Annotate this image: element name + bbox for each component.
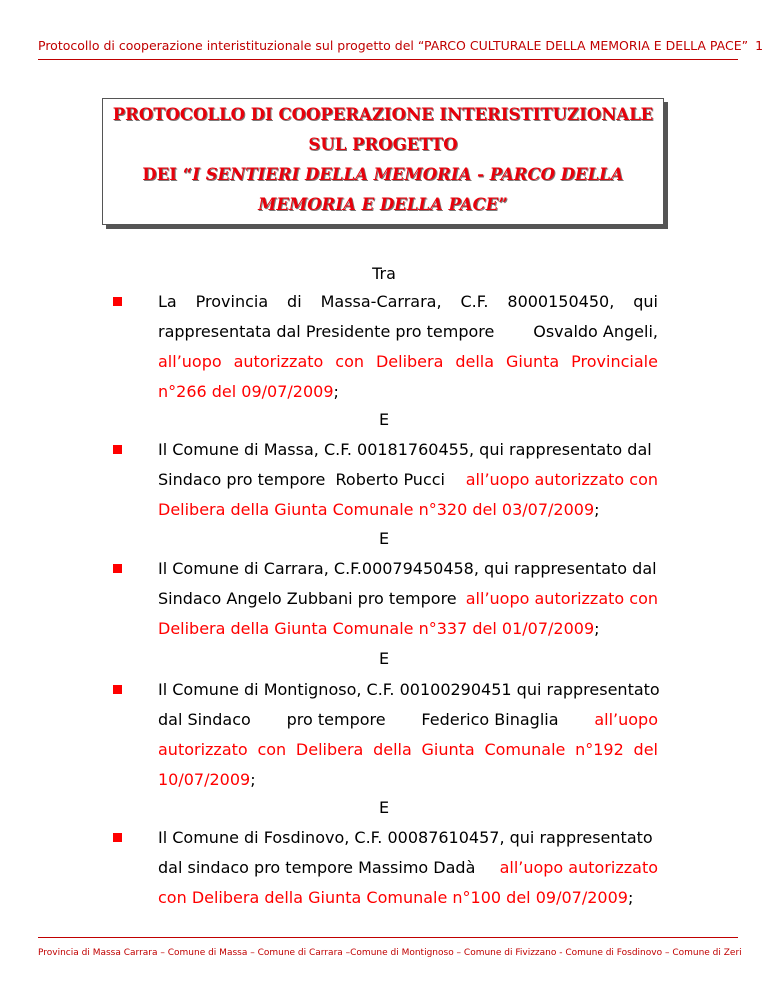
party-line: Il Comune di Fosdinovo, C.F. 00087610457, qui rappresentato [158, 828, 653, 847]
authorization-line: all’uopo autorizzato con Delibera della Giunta Provinciale [158, 352, 658, 371]
party-line: Il Comune di Montignoso, C.F. 00100290451 qui rappresentato [158, 680, 660, 699]
title-box [102, 98, 664, 225]
title-line-4-italic: MEMORIA E DELLA PACE [258, 195, 499, 214]
party-line: rappresentata dal Presidente pro tempore Osvaldo Angeli, [158, 322, 658, 341]
running-header [38, 38, 764, 53]
bullet-square [113, 833, 122, 842]
title-line-4-suffix: ” [498, 195, 508, 214]
bullet-square [113, 564, 122, 573]
conjunction-e: E [378, 410, 390, 429]
title-line-4 [103, 195, 663, 214]
party-line: Sindaco pro tempore Roberto Pucci all’uopo autorizzato con [158, 470, 658, 489]
authorization-line: Delibera della Giunta Comunale n°320 del 03/07/2009; [158, 500, 600, 519]
title-line-2: SUL PROGETTO [308, 135, 458, 154]
conjunction-e: E [378, 529, 390, 548]
party-line: dal sindaco pro tempore Massimo Dadà all’uopo autorizzato [158, 858, 658, 877]
party-line: dal Sindaco pro tempore Federico Binaglia all’uopo [158, 710, 658, 729]
authorization-line: Delibera della Giunta Comunale n°337 del 01/07/2009; [158, 619, 600, 638]
bullet-square [113, 445, 122, 454]
footer-rule [38, 937, 738, 938]
party-line: La Provincia di Massa-Carrara, C.F. 8000150450, qui [158, 292, 658, 311]
running-footer: Provincia di Massa Carrara – Comune di Massa – Comune di Carrara –Comune di Montignoso – Comune di Fivizzano - Comune di Fosdinovo – Comune di Zeri [38, 948, 742, 958]
title-line-3 [103, 165, 663, 184]
authorization-line: autorizzato con Delibera della Giunta Comunale n°192 del [158, 740, 658, 759]
authorization-line: 10/07/2009; [158, 770, 256, 789]
conjunction-tra: Tra [372, 264, 396, 283]
header-rule [38, 59, 738, 60]
authorization-line: n°266 del 09/07/2009; [158, 382, 339, 401]
authorization-line: con Delibera della Giunta Comunale n°100 del 09/07/2009; [158, 888, 634, 907]
title-line-3-prefix: DEI “ [142, 165, 193, 184]
title-line-1: PROTOCOLLO DI COOPERAZIONE INTERISTITUZIONALE [112, 105, 654, 124]
header-text: Protocollo di cooperazione interistituzionale sul progetto del “PARCO CULTURALE DELLA MEMORIA E DELLA PACE” [38, 38, 749, 53]
page-number: 1 [755, 38, 764, 53]
bullet-square [113, 685, 122, 694]
title-line-3-italic: I SENTIERI DELLA MEMORIA - PARCO DELLA [192, 165, 624, 184]
party-line: Sindaco Angelo Zubbani pro tempore all’uopo autorizzato con [158, 589, 658, 608]
party-line: Il Comune di Carrara, C.F.00079450458, qui rappresentato dal [158, 559, 657, 578]
party-line: Il Comune di Massa, C.F. 00181760455, qui rappresentato dal [158, 440, 652, 459]
bullet-square [113, 297, 122, 306]
conjunction-e: E [378, 649, 390, 668]
conjunction-e: E [378, 798, 390, 817]
